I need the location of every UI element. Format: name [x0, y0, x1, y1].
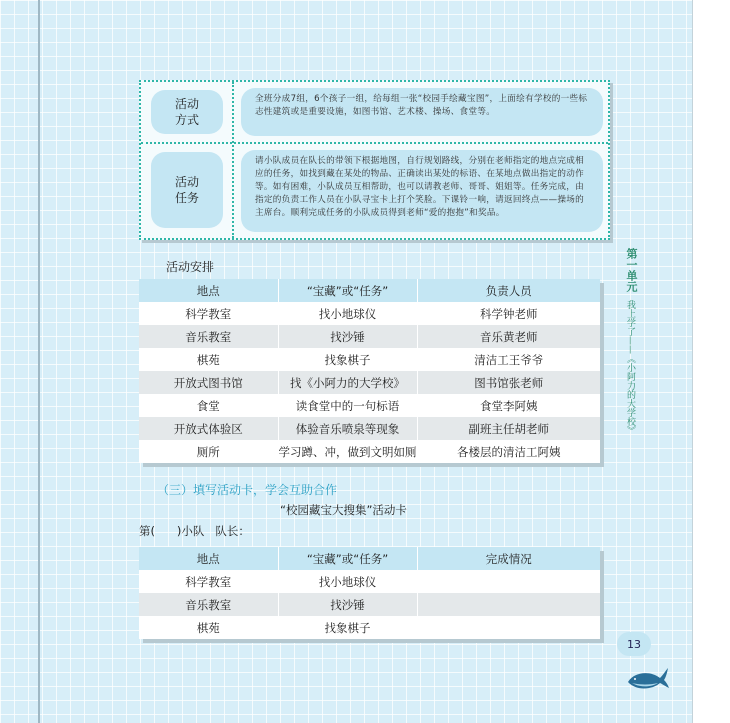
section-heading: （三）填写活动卡，学会互助合作: [157, 483, 338, 497]
cell-task: 找象棋子: [278, 348, 417, 371]
cell-staff: 音乐黄老师: [417, 325, 600, 348]
header-location: 地点: [139, 547, 278, 570]
cell-completion[interactable]: [417, 593, 600, 616]
table-row: [139, 394, 600, 417]
cell-location: 科学教室: [139, 302, 278, 325]
header-treasure-task: “宝藏”或“任务”: [278, 547, 417, 570]
cell-staff: 副班主任胡老师: [417, 417, 600, 440]
cell-location: 开放式体验区: [139, 417, 278, 440]
cell-task: 找沙锤: [278, 593, 417, 616]
cell-location: 棋苑: [139, 616, 278, 639]
activity-card-title: “校园藏宝大搜集”活动卡: [280, 503, 407, 517]
page-edge-right: [692, 0, 730, 723]
card-divider-vertical: [232, 82, 234, 238]
cell-location: 音乐教室: [139, 593, 278, 616]
activity-info-card: [139, 80, 610, 240]
table-row: [139, 371, 600, 394]
cell-task: 找小地球仪: [278, 302, 417, 325]
activity-method-content: 全班分成7组，6个孩子一组，给每组一张“校园手绘藏宝图”，上面绘有学校的一些标志性建筑或是重要设施，如图书馆、艺术楼、操场、食堂等。: [241, 88, 603, 136]
schedule-table: [139, 279, 600, 463]
table-row: [139, 302, 600, 325]
cell-completion[interactable]: [417, 570, 600, 593]
activity-task-label: 活动 任务: [151, 152, 223, 228]
cell-location: 厕所: [139, 440, 278, 463]
table-row: [139, 593, 600, 616]
cell-task: 体验音乐喷泉等现象: [278, 417, 417, 440]
cell-location: 音乐教室: [139, 325, 278, 348]
table-row: [139, 348, 600, 371]
activity-method-label: 活动 方式: [151, 90, 223, 134]
cell-location: 食堂: [139, 394, 278, 417]
team-fill-in-line: 第( )小队 队长：: [139, 524, 250, 538]
table-row: [139, 440, 600, 463]
chapter-topic: 我上学了——《小阿力的大学校》: [625, 300, 635, 435]
cell-staff: 各楼层的清洁工阿姨: [417, 440, 600, 463]
card-divider-horizontal: [141, 142, 608, 144]
cell-task: 找象棋子: [278, 616, 417, 639]
table-row: [139, 417, 600, 440]
cell-staff: 图书馆张老师: [417, 371, 600, 394]
table-header-row: [139, 279, 600, 302]
table-row: [139, 616, 600, 639]
page-edge-left: [38, 0, 40, 723]
header-staff: 负责人员: [417, 279, 600, 302]
header-completion: 完成情况: [417, 547, 600, 570]
cell-location: 开放式图书馆: [139, 371, 278, 394]
cell-location: 科学教室: [139, 570, 278, 593]
cell-task: 找《小阿力的大学校》: [278, 371, 417, 394]
activity-card-table: [139, 547, 600, 639]
cell-staff: 清洁工王爷爷: [417, 348, 600, 371]
chapter-side-label: [618, 248, 642, 435]
schedule-title: 活动安排: [166, 260, 215, 274]
header-treasure-task: “宝藏”或“任务”: [278, 279, 417, 302]
whale-icon: [626, 664, 670, 694]
cell-task: 读食堂中的一句标语: [278, 394, 417, 417]
cell-task: 找沙锤: [278, 325, 417, 348]
cell-staff: 食堂李阿姨: [417, 394, 600, 417]
activity-task-content: 请小队成员在队长的带领下根据地图，自行规划路线，分别在老师指定的地点完成相应的任务，如找到藏在某处的物品、正确读出某处的标语、在某地点做出指定的动作等。如有困难，小队成员互相帮助，也可以请教老师、哥哥、姐姐等。任务完成，由指定的负责工作人员在小队寻宝卡上打个笑脸。下课铃一响，请返回终点——操场的主席台。顺利完成任务的小队成员得到老师“爱的抱抱”和奖品。: [241, 150, 603, 232]
cell-staff: 科学钟老师: [417, 302, 600, 325]
chapter-unit: 第一单元: [625, 248, 638, 292]
cell-task: 找小地球仪: [278, 570, 417, 593]
cell-task: 学习蹲、冲，做到文明如厕: [278, 440, 417, 463]
page-number: 13: [617, 632, 651, 656]
table-row: [139, 325, 600, 348]
cell-location: 棋苑: [139, 348, 278, 371]
table-header-row: [139, 547, 600, 570]
cell-completion[interactable]: [417, 616, 600, 639]
header-location: 地点: [139, 279, 278, 302]
table-row: [139, 570, 600, 593]
